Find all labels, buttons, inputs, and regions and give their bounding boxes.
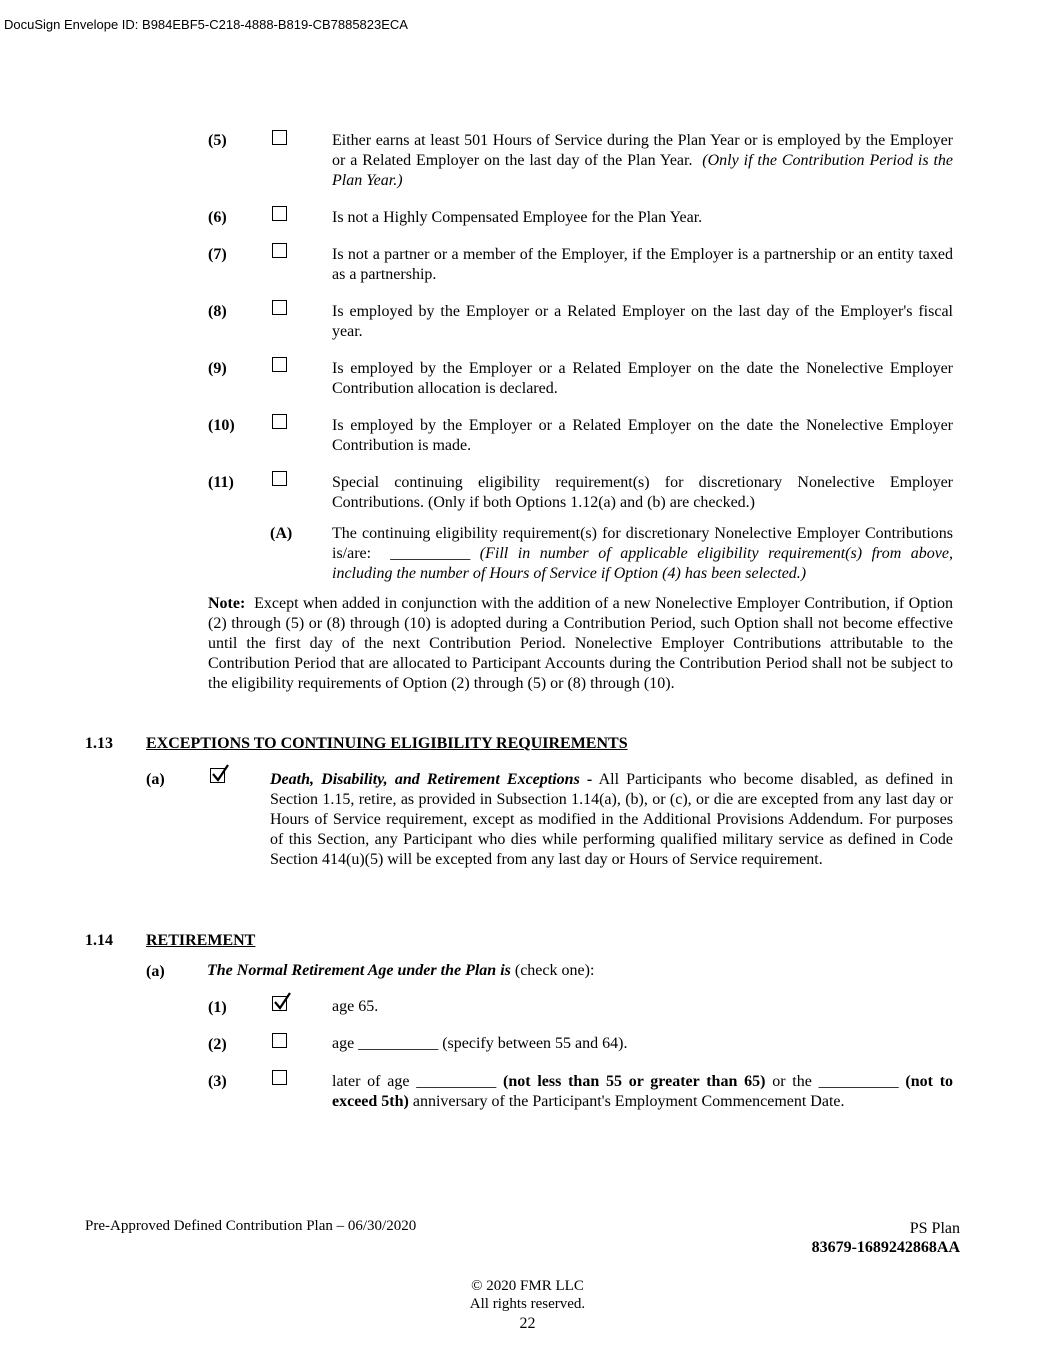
section-113-a-text: Death, Disability, and Retirement Exceptions - All Participants who become disabled, as defined in Section 1.15, retire, as provided in Subsection 1.14(a), (b), or (c), or die are excepted from any last day or Hours of Service requirement, except as modified in the Additional Provisions Addendum. For purposes of this Section, any Participant who dies while performing qualified military service as defined in Code Section 414(u)(5) will be excepted from any last day or Hours of Service requirement. bbox=[270, 771, 954, 868]
item-8-number: (8) bbox=[208, 303, 227, 320]
section-114-title: RETIREMENT bbox=[146, 932, 256, 949]
nra-option-3-number: (3) bbox=[208, 1073, 227, 1090]
item-10-number: (10) bbox=[208, 417, 235, 434]
nra-option-3-checkbox[interactable] bbox=[272, 1070, 287, 1085]
nra-option-3-text: later of age __________ (not less than 55 or greater than 65) or the __________ (not to exceed 5th) anniversary of the Participant's Employment Commencement Date. bbox=[332, 1073, 954, 1110]
item-8-checkbox[interactable] bbox=[272, 300, 287, 315]
item-11-number: (11) bbox=[208, 474, 234, 491]
nra-option-1-number: (1) bbox=[208, 999, 227, 1016]
section-114-a-text: The Normal Retirement Age under the Plan is (check one): bbox=[207, 962, 595, 979]
section-114-number: 1.14 bbox=[85, 932, 113, 949]
nra-option-2-number: (2) bbox=[208, 1036, 227, 1053]
item-10-checkbox[interactable] bbox=[272, 414, 287, 429]
nra-option-2-blank[interactable]: __________ bbox=[358, 1035, 439, 1052]
footer-copyright-block bbox=[0, 1277, 1055, 1333]
section-113-title: EXCEPTIONS TO CONTINUING ELIGIBILITY REQUIREMENTS bbox=[146, 735, 628, 752]
checkmark-icon bbox=[273, 991, 293, 1011]
item-10-text: Is employed by the Employer or a Related Employer on the date the Nonelective Employer Contribution is made. bbox=[332, 417, 953, 454]
footer-ps-plan: PS Plan bbox=[909, 1220, 960, 1237]
section-113-number: 1.13 bbox=[85, 735, 113, 752]
item-5-checkbox[interactable] bbox=[272, 130, 287, 145]
nra-option-1-text: age 65. bbox=[332, 998, 379, 1015]
footer-plan-name: Pre-Approved Defined Contribution Plan – 06/30/2020 bbox=[85, 1218, 417, 1234]
checkmark-icon bbox=[211, 763, 231, 783]
item-9-text: Is employed by the Employer or a Related Employer on the date the Nonelective Employer Contribution allocation is declared. bbox=[332, 360, 953, 397]
section-114-a-number: (a) bbox=[146, 963, 165, 980]
section-113-a-number: (a) bbox=[146, 771, 165, 788]
item-5-number: (5) bbox=[208, 132, 227, 149]
nra-option-1-checkbox[interactable] bbox=[272, 996, 287, 1011]
nra-option-2-checkbox[interactable] bbox=[272, 1033, 287, 1048]
item-7-number: (7) bbox=[208, 246, 227, 263]
item-7-checkbox[interactable] bbox=[272, 243, 287, 258]
item-6-checkbox[interactable] bbox=[272, 206, 287, 221]
item-7-text: Is not a partner or a member of the Employer, if the Employer is a partnership or an entity taxed as a partnership. bbox=[332, 246, 953, 283]
item-5-text: Either earns at least 501 Hours of Service during the Plan Year or is employed by the Employer or a Related Employer on the last day of the Plan Year. (Only if the Contribution Period is the Plan Year.) bbox=[332, 132, 954, 189]
sub-a-number: (A) bbox=[270, 525, 293, 542]
note-label: Note: bbox=[208, 595, 246, 612]
page-number: 22 bbox=[519, 1315, 536, 1332]
nra-option-3-blank-age[interactable]: __________ bbox=[416, 1073, 497, 1090]
sub-a-blank[interactable]: __________ bbox=[390, 545, 471, 562]
nra-option-2-text: age __________ (specify between 55 and 64). bbox=[332, 1035, 628, 1052]
footer-plan-number: 83679-1689242868AA bbox=[811, 1239, 960, 1256]
footer-copyright: © 2020 FMR LLC bbox=[471, 1278, 584, 1294]
section-113-a-checkbox[interactable] bbox=[210, 768, 225, 783]
item-9-number: (9) bbox=[208, 360, 227, 377]
item-6-text: Is not a Highly Compensated Employee for the Plan Year. bbox=[332, 209, 703, 226]
item-9-checkbox[interactable] bbox=[272, 357, 287, 372]
item-11-text: Special continuing eligibility requirement(s) for discretionary Nonelective Employer Contributions. (Only if both Options 1.12(a) and (b) are checked.) bbox=[332, 474, 953, 511]
nra-option-3-blank-anniversary[interactable]: __________ bbox=[818, 1073, 899, 1090]
footer-plan-id bbox=[812, 1219, 960, 1257]
envelope-id: DocuSign Envelope ID: B984EBF5-C218-4888-B819-CB7885823ECA bbox=[4, 17, 408, 32]
note-paragraph: Note: Except when added in conjunction with the addition of a new Nonelective Employer Contribution, if Option (2) through (5) or (8) through (10) is adopted during a Contribution Period, such Option shall not become effective until the first day of the next Contribution Period. Nonelective Employer Contributions attributable to the Contribution Period that are allocated to Participant Accounts during the Contribution Period shall not be subject to the eligibility requirements of Option (2) through (5) or (8) through (10). bbox=[208, 595, 954, 692]
item-8-text: Is employed by the Employer or a Related Employer on the last day of the Employer's fiscal year. bbox=[332, 303, 953, 340]
item-6-number: (6) bbox=[208, 209, 227, 226]
footer-rights: All rights reserved. bbox=[469, 1296, 586, 1312]
item-11-checkbox[interactable] bbox=[272, 471, 287, 486]
sub-a-text: The continuing eligibility requirement(s) for discretionary Nonelective Employer Contributions is/are: __________ (Fill in number of applicable eligibility requirement(s) from above, including the number of Hours of Service if Option (4) has been selected.) bbox=[332, 525, 954, 582]
